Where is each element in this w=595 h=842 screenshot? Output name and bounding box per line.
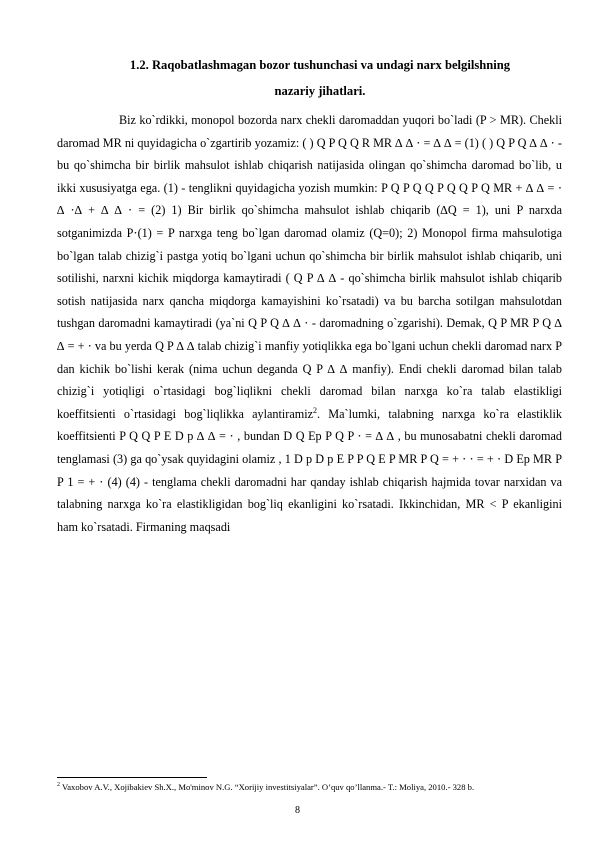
footnote-reference: 2: [313, 405, 318, 415]
paragraph-text-continued: . Ma`lumki, talabning narxga ko`ra elastiklik koeffitsienti P Q Q P E D p ∆ ∆ = ⋅ , bundan D Q Ep P Q P ⋅ = ∆ ∆ , bu munosabatni chekli daromad tenglamasi (3) ga qo`ysak quyidagini olamiz , 1 D p D p E P P Q E P MR P Q = + ⋅ ⋅ = + ⋅ D Ep MR P P 1 = + ⋅ (4) (4) - tenglama chekli daromadni har qanday ishlab chiqarish hajmida tovar narxidan va talabning narxga ko`ra elastikligidan bog`liq ekanligini ko`rsatadi. Ikkinchidan, MR < P ekanligini ham ko`rsatadi. Firmaning maqsadi: [57, 406, 562, 534]
paragraph: [57, 109, 562, 538]
footnote-text: Vaxobov A.V., Xojibakiev Sh.X., Mo'minov N.G. “Xorijiy investitsiyalar”. O’quv qo’llanma.- T.: Moliya, 2010.- 328 b.: [60, 782, 475, 792]
section-heading-line1: 1.2. Raqobatlashmagan bozor tushunchasi va undagi narx belgilshning: [129, 58, 511, 72]
section-heading-line2: nazariy jihatlari.: [274, 84, 366, 98]
footnote-mark: 2: [57, 782, 60, 789]
paragraph-text: Biz ko`rdikki, monopol bozorda narx chekli daromaddan yuqori bo`ladi (P > MR). Chekli daromad MR ni quyidagicha o`zgartirib yozamiz: ( ) Q P Q Q R MR ∆ ∆ ⋅ = ∆ ∆ = (1) ( ) Q P Q ∆ ∆ ⋅ - bu qo`shimcha bir birlik mahsulot ishlab chiqarish natijasida olingan qo`shimcha daromad bo`lib, u ikki xususiyatga ega. (1) - tenglikni quyidagicha yozish mumkin: P Q P Q Q P Q Q P Q MR + ∆ ∆ = ⋅ ∆ ⋅∆ + ∆ ∆ ⋅ = (2) 1) Bir birlik qo`shimcha mahsulot ishlab chiqarib (∆Q = 1), uni P narxda sotganimizda P⋅(1) = P narxga teng bo`lgan daromad olamiz (Q=0); 2) Monopol firma mahsulotiga bo`lgan talab chizig`i pastga yotiq bo`lgani uchun qo`shimcha bir birlik mahsulot ishlab chiqarib, uni sotilishi, narxni kichik miqdorga kamaytiradi ( Q P ∆ ∆ - qo`shimcha birlik mahsulot ishlab chiqarib sotish natijasida narx qancha miqdorga kamayishini ko`rsatadi) va bu barcha sotilgan mahsulotdan tushgan daromadni kamaytiradi (ya`ni Q P Q ∆ ∆ ⋅ - daromadning o`zgarishi). Demak, Q P MR P Q ∆ ∆ = + ⋅ va bu yerda Q P ∆ ∆ talab chizig`i manfiy yotiqlikka ega bo`lgani uchun chekli daromad narx P dan kichik bo`lishi kerak (nima uchun deganda Q P ∆ ∆ manfiy). Endi chekli daromad bilan talab chizig`i yotiqligi o`rtasidagi bog`liqlikni chekli daromad bilan narxga ko`ra talab elastikligi koeffitsienti o`rtasidagi bog`liqlikka aylantiramiz: [57, 113, 562, 421]
footnote-divider: [57, 777, 207, 778]
body-text: [57, 109, 562, 538]
footnote: [57, 782, 527, 793]
page-number: 8: [295, 805, 300, 816]
